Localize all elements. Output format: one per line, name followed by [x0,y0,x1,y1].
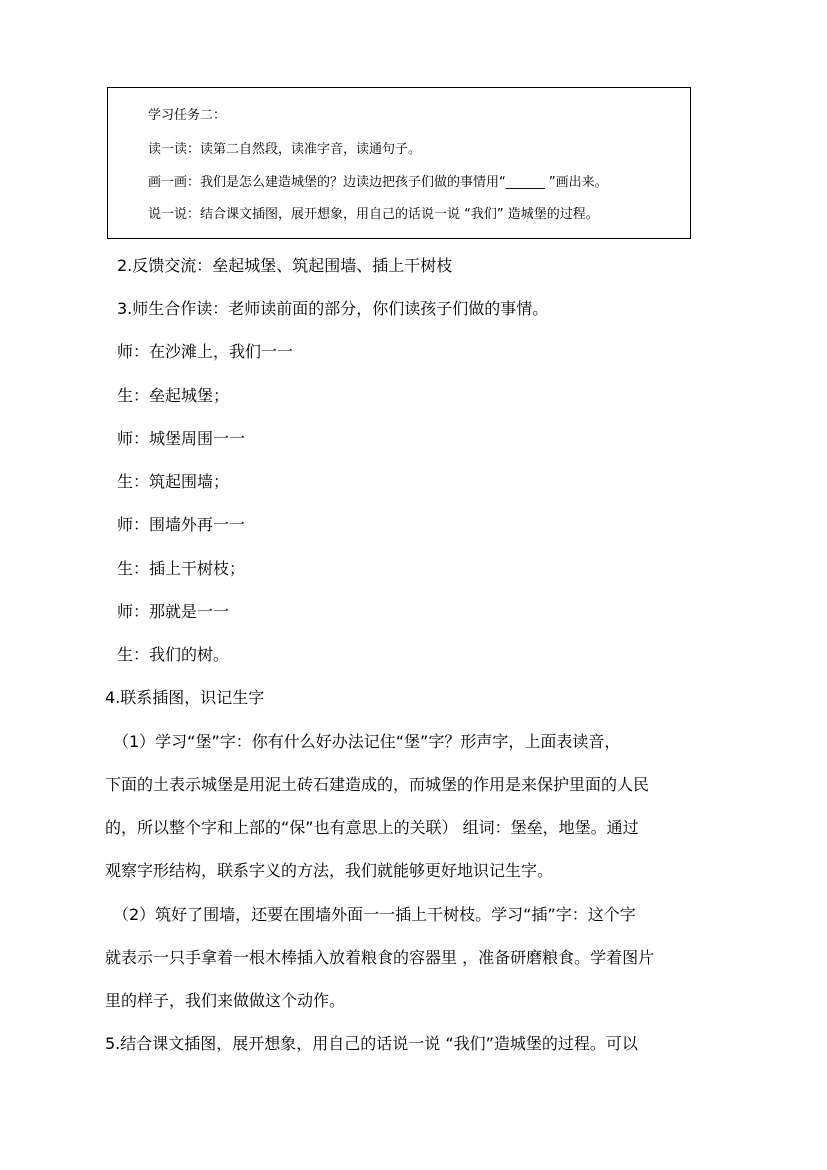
dialogue-line: 师：那就是一一 [117,602,230,621]
paragraph-line: （1）学习“堡”字：你有什么好办法记住“堡”字？形声字，上面表读音， [113,732,621,751]
learning-task-box [107,87,691,239]
dialogue-line: 生：我们的树。 [117,645,230,664]
dialogue-line: 师：城堡周围一一 [117,429,246,448]
feedback-line: 2.反馈交流：垒起城堡、筑起围墙、插上干树枝 [117,256,453,275]
dialogue-line: 师：围墙外再一一 [117,515,246,534]
task-read: 读一读：读第二自然段，读准字音，读通句子。 [148,142,422,157]
dialogue-line: 生：插上干树枝； [117,559,246,578]
dialogue-line: 生：筑起围墙； [117,472,230,491]
task-say: 说一说：结合课文插图，展开想象，用自己的话说一说 “我们” 造城堡的过程。 [148,207,599,222]
dialogue-line: 师：在沙滩上，我们一一 [117,342,294,361]
paragraph-line: 下面的土表示城堡是用泥土砖石建造成的，而城堡的作用是来保护里面的人民 [105,775,650,794]
paragraph-line: （2）筑好了围墙，还要在围墙外面一一插上干树枝。学习“插”字：这个字 [113,905,636,924]
task-draw: 画一画：我们是怎么建造城堡的？边读边把孩子们做的事情用“______ ”画出来。 [148,175,608,190]
cooperative-reading-line: 3.师生合作读：老师读前面的部分，你们读孩子们做的事情。 [117,299,549,318]
section-heading: 4.联系插图，识记生字 [105,688,265,707]
task-title: 学习任务二： [148,108,227,123]
paragraph-line: 观察字形结构，联系字义的方法，我们就能够更好地识记生字。 [105,861,554,880]
paragraph-line: 的，所以整个字和上部的“保”也有意思上的关联） 组词：堡垒，地堡。通过 [105,818,639,837]
paragraph-line: 里的样子，我们来做做这个动作。 [105,991,346,1010]
dialogue-line: 生：垒起城堡； [117,386,230,405]
section-heading: 5.结合课文插图，展开想象，用自己的话说一说 “我们”造城堡的过程。可以 [105,1034,638,1053]
paragraph-line: 就表示一只手拿着一根木棒插入放着粮食的容器里 ，准备研磨粮食。学着图片 [105,948,655,967]
